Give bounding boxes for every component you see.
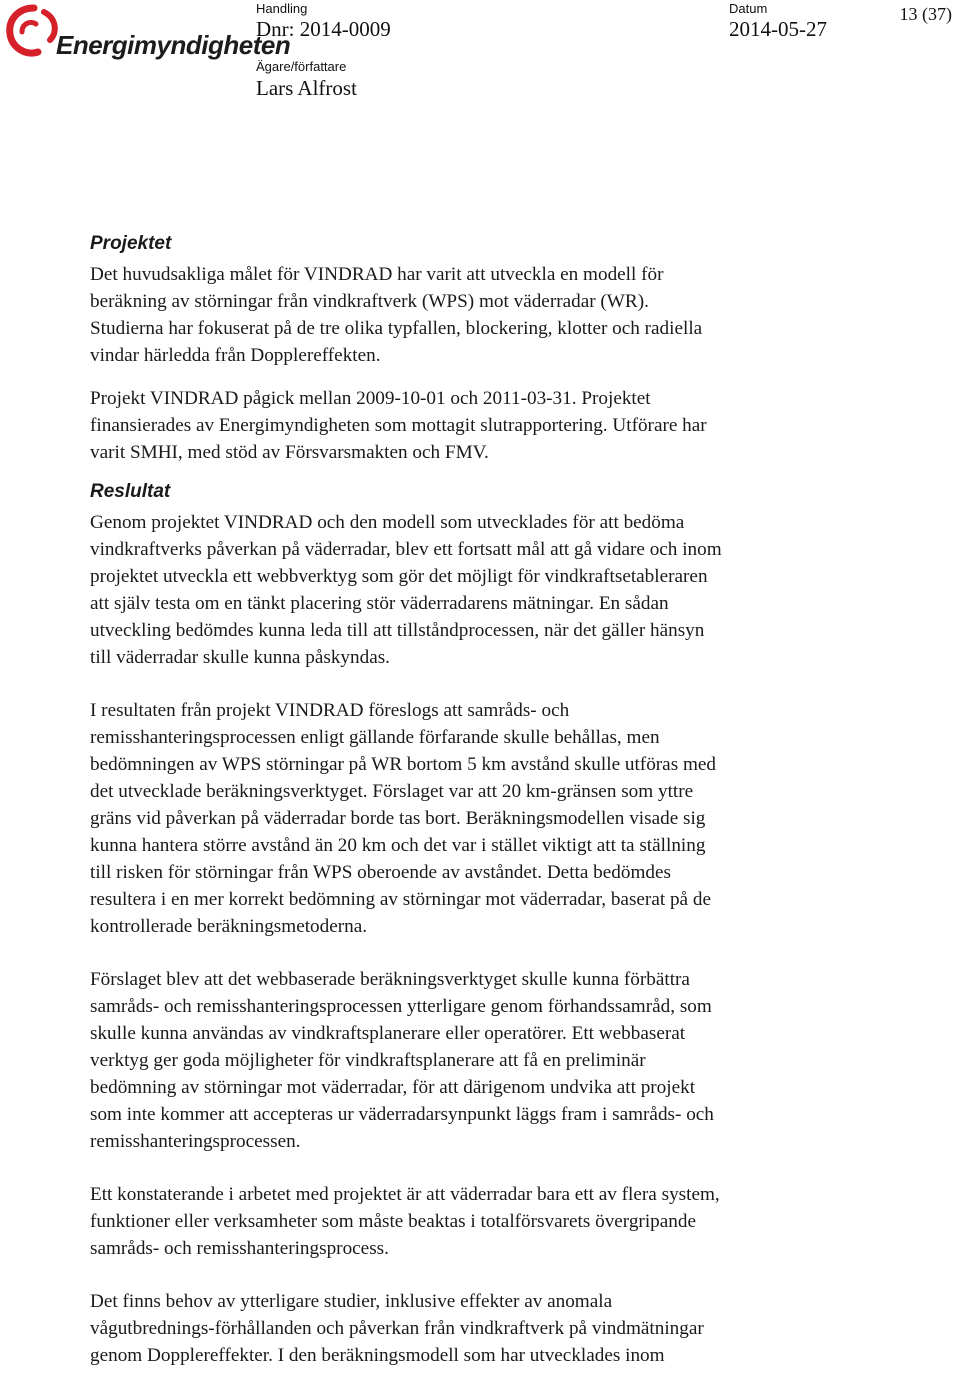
text-line: finansierades av Energimyndigheten som mottagit slutrapportering. Utförare har xyxy=(90,415,707,436)
paragraph xyxy=(90,1181,880,1262)
text-line: det utvecklade beräkningsverktyget. Förslaget var att 20 km-gränsen som yttre xyxy=(90,781,694,802)
text-line: Ett konstaterande i arbetet med projektet är att väderradar bara ett av flera system, xyxy=(90,1184,720,1205)
page-number: 13 (37) xyxy=(899,4,952,24)
section-heading-projektet: Projektet xyxy=(90,233,172,254)
text-line: vågutbrednings-förhållanden och påverkan från vindkraftverk på vindmätningar xyxy=(90,1318,704,1339)
text-line: till väderradar skulle kunna påskyndas. xyxy=(90,647,390,668)
paragraph xyxy=(90,261,880,369)
text-line: kunna hantera större avstånd än 20 km och det var i stället viktigt att ta ställning xyxy=(90,835,706,856)
text-line: kontrollerade beräkningsmetoderna. xyxy=(90,916,368,937)
logo-text: Energimyndigheten xyxy=(56,30,291,60)
text-line: till risken för störningar från WPS oberoende av avståndet. Detta bedömdes xyxy=(90,862,671,883)
section-heading-resultat: Reslultat xyxy=(90,481,171,502)
swirl-logo-icon xyxy=(4,2,64,62)
text-line: Studierna har fokuserat på de tre olika typfallen, blockering, klotter och radiella xyxy=(90,318,703,339)
paragraph xyxy=(90,966,880,1155)
document-body xyxy=(90,230,880,1369)
text-line: remisshanteringsprocessen enligt gällande förfarande skulle behållas, men xyxy=(90,727,660,748)
text-line: som inte kommer att accepteras ur väderradarsynpunkt läggs fram i samråds- och xyxy=(90,1104,714,1125)
text-line: Det huvudsakliga målet för VINDRAD har varit att utveckla en modell för xyxy=(90,264,664,285)
text-line: beräkning av störningar från vindkraftverk (WPS) mot väderradar (WR). xyxy=(90,291,649,312)
text-line: remisshanteringsprocessen. xyxy=(90,1131,301,1152)
text-line: genom Dopplereffekter. I den beräkningsmodell som har utvecklades inom xyxy=(90,1345,665,1366)
paragraph xyxy=(90,1288,880,1369)
text-line: samråds- och remisshanteringsprocess. xyxy=(90,1238,389,1259)
text-line: samråds- och remisshanteringsprocessen ytterligare genom förhandssamråd, som xyxy=(90,996,712,1017)
text-line: skulle kunna användas av vindkraftsplanerare eller operatörer. Ett webbaserat xyxy=(90,1023,686,1044)
text-line: Projekt VINDRAD pågick mellan 2009-10-01 och 2011-03-31. Projektet xyxy=(90,388,651,409)
text-line: funktioner eller verksamheter som måste beaktas i totalförsvarets övergripande xyxy=(90,1211,696,1232)
text-line: verktyg ger goda möjligheter för vindkraftsplanerare att få en preliminär xyxy=(90,1050,646,1071)
text-line: vindkraftverks påverkan på väderradar, blev ett fortsatt mål att gå vidare och inom xyxy=(90,539,722,560)
text-line: Det finns behov av ytterligare studier, inklusive effekter av anomala xyxy=(90,1291,613,1312)
text-line: gräns vid påverkan på väderradar borde tas bort. Beräkningsmodellen visade sig xyxy=(90,808,706,829)
text-line: resultera i en mer korrekt bedömning av störningar mot väderradar, baserat på de xyxy=(90,889,711,910)
page-header xyxy=(0,0,960,110)
agare-label: Ägare/författare xyxy=(256,59,347,74)
text-line: I resultaten från projekt VINDRAD föreslogs att samråds- och xyxy=(90,700,570,721)
handling-value: Dnr: 2014-0009 xyxy=(256,17,391,41)
text-line: bedömning av störningar mot väderradar, för att därigenom undvika att projekt xyxy=(90,1077,696,1098)
datum-label: Datum xyxy=(729,1,768,16)
text-line: projektet utveckla ett webbverktyg som gör det möjligt för vindkraftsetableraren xyxy=(90,566,708,587)
text-line: bedömningen av WPS störningar på WR bortom 5 km avstånd skulle utföras med xyxy=(90,754,716,775)
text-line: varit SMHI, med stöd av Försvarsmakten och FMV. xyxy=(90,442,489,463)
datum-value: 2014-05-27 xyxy=(729,17,827,41)
paragraph xyxy=(90,697,880,940)
text-line: att själv testa om en tänkt placering stör väderradarens mätningar. En sådan xyxy=(90,593,669,614)
paragraph xyxy=(90,385,880,466)
handling-label: Handling xyxy=(256,1,308,16)
paragraph xyxy=(90,509,880,671)
text-line: vindar härledda från Dopplereffekten. xyxy=(90,345,381,366)
agare-value: Lars Alfrost xyxy=(256,76,357,100)
text-line: utveckling bedömdes kunna leda till att tillståndprocessen, när det gäller hänsyn xyxy=(90,620,705,641)
text-line: Genom projektet VINDRAD och den modell som utvecklades för att bedöma xyxy=(90,512,685,533)
text-line: Förslaget blev att det webbaserade beräkningsverktyget skulle kunna förbättra xyxy=(90,969,690,990)
